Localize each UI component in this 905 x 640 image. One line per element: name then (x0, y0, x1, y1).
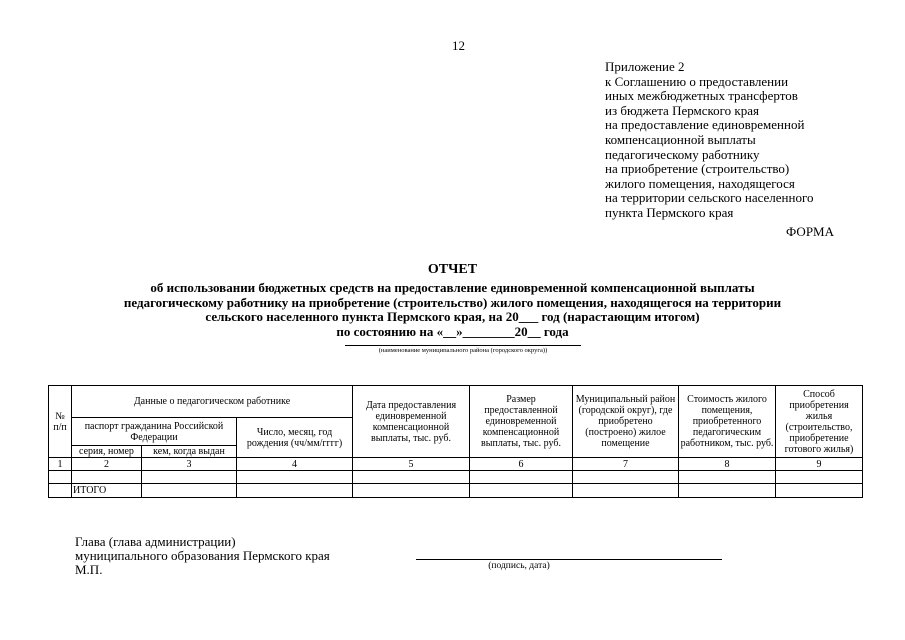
table-cell (470, 484, 573, 498)
header-acquisition-method: Способ приобретения жилья (строительство, приобретение готового жилья) (776, 386, 863, 458)
subtitle-line: по состоянию на «__»________20__ года (336, 323, 569, 339)
seal-label: М.П. (75, 562, 103, 577)
table-cell (353, 484, 470, 498)
report-title: ОТЧЕТ (427, 262, 478, 277)
column-number: 1 (49, 458, 72, 471)
appendix-note (605, 60, 813, 221)
appendix-line: жилого помещения, находящегося (605, 175, 795, 191)
table-cell (142, 484, 237, 498)
table-cell (72, 471, 142, 484)
header-payment-date: Дата предоставления единовременной компенсационной выплаты, тыс. руб. (353, 386, 470, 458)
table-cell (237, 484, 353, 498)
appendix-line: к Соглашению о предоставлении (605, 73, 789, 89)
signature-title: муниципального образования Пермского края (75, 548, 330, 563)
column-number: 5 (353, 458, 470, 471)
signature-block (75, 535, 330, 577)
column-number: 9 (776, 458, 863, 471)
table-cell (679, 484, 776, 498)
total-row (49, 484, 863, 498)
report-subtitle (20, 281, 885, 339)
signature-caption: (подпись, дата) (488, 561, 550, 571)
page-number: 12 (452, 38, 465, 53)
report-table (48, 385, 863, 498)
table-cell (470, 471, 573, 484)
appendix-line: из бюджета Пермского края (605, 102, 760, 118)
total-label: ИТОГО (72, 484, 142, 498)
column-number: 3 (142, 458, 237, 471)
column-number: 4 (237, 458, 353, 471)
header-teacher-data: Данные о педагогическом работнике (72, 386, 353, 418)
appendix-line: иных межбюджетных трансфертов (605, 88, 798, 104)
header-district: Муниципальный район (городской округ), где приобретено (построено) жилое помещение (573, 386, 679, 458)
table-cell (49, 484, 72, 498)
appendix-line: на предоставление единовременной (605, 117, 805, 133)
table-cell (237, 471, 353, 484)
column-number: 8 (679, 458, 776, 471)
appendix-line: на территории сельского населенного (605, 190, 814, 206)
header-series: серия, номер (72, 446, 142, 458)
table-cell (776, 471, 863, 484)
form-label: ФОРМА (786, 224, 834, 239)
table-cell (142, 471, 237, 484)
header-birth-date: Число, месяц, год рождения (чч/мм/гггг) (237, 418, 353, 458)
header-housing-cost: Стоимость жилого помещения, приобретенного педагогическим работником, тыс. руб. (679, 386, 776, 458)
header-issued: кем, когда выдан (142, 446, 237, 458)
header-num: № п/п (49, 386, 72, 458)
signature-underline (416, 559, 722, 560)
appendix-line: на приобретение (строительство) (605, 161, 790, 177)
subtitle-line: педагогическому работнику на приобретение (строительство) жилого помещения, находящегося на территории (123, 294, 782, 310)
subtitle-line: об использовании бюджетных средств на предоставление единовременной компенсационной выплаты (150, 280, 755, 295)
appendix-line: Приложение 2 (605, 59, 685, 74)
subtitle-line: сельского населенного пункта Пермского края, на 20___ год (нарастающим итогом) (205, 309, 700, 324)
column-number: 6 (470, 458, 573, 471)
signature-title: Глава (глава администрации) (75, 534, 236, 549)
table-cell (49, 471, 72, 484)
appendix-line: компенсационной выплаты (605, 131, 756, 147)
column-number: 7 (573, 458, 679, 471)
table-row (49, 471, 863, 484)
header-payment-size: Размер предоставленной единовременной компенсационной выплаты, тыс. руб. (470, 386, 573, 458)
table-cell (573, 471, 679, 484)
appendix-line: пункта Пермского края (605, 204, 734, 220)
municipality-underline (345, 345, 581, 346)
appendix-line: педагогическому работнику (605, 146, 760, 162)
table-cell (776, 484, 863, 498)
column-number: 2 (72, 458, 142, 471)
table-cell (353, 471, 470, 484)
table-cell (679, 471, 776, 484)
header-passport: паспорт гражданина Российской Федерации (72, 418, 237, 446)
municipality-caption: (наименование муниципального района (городского округа)) (378, 347, 548, 354)
table-cell (573, 484, 679, 498)
